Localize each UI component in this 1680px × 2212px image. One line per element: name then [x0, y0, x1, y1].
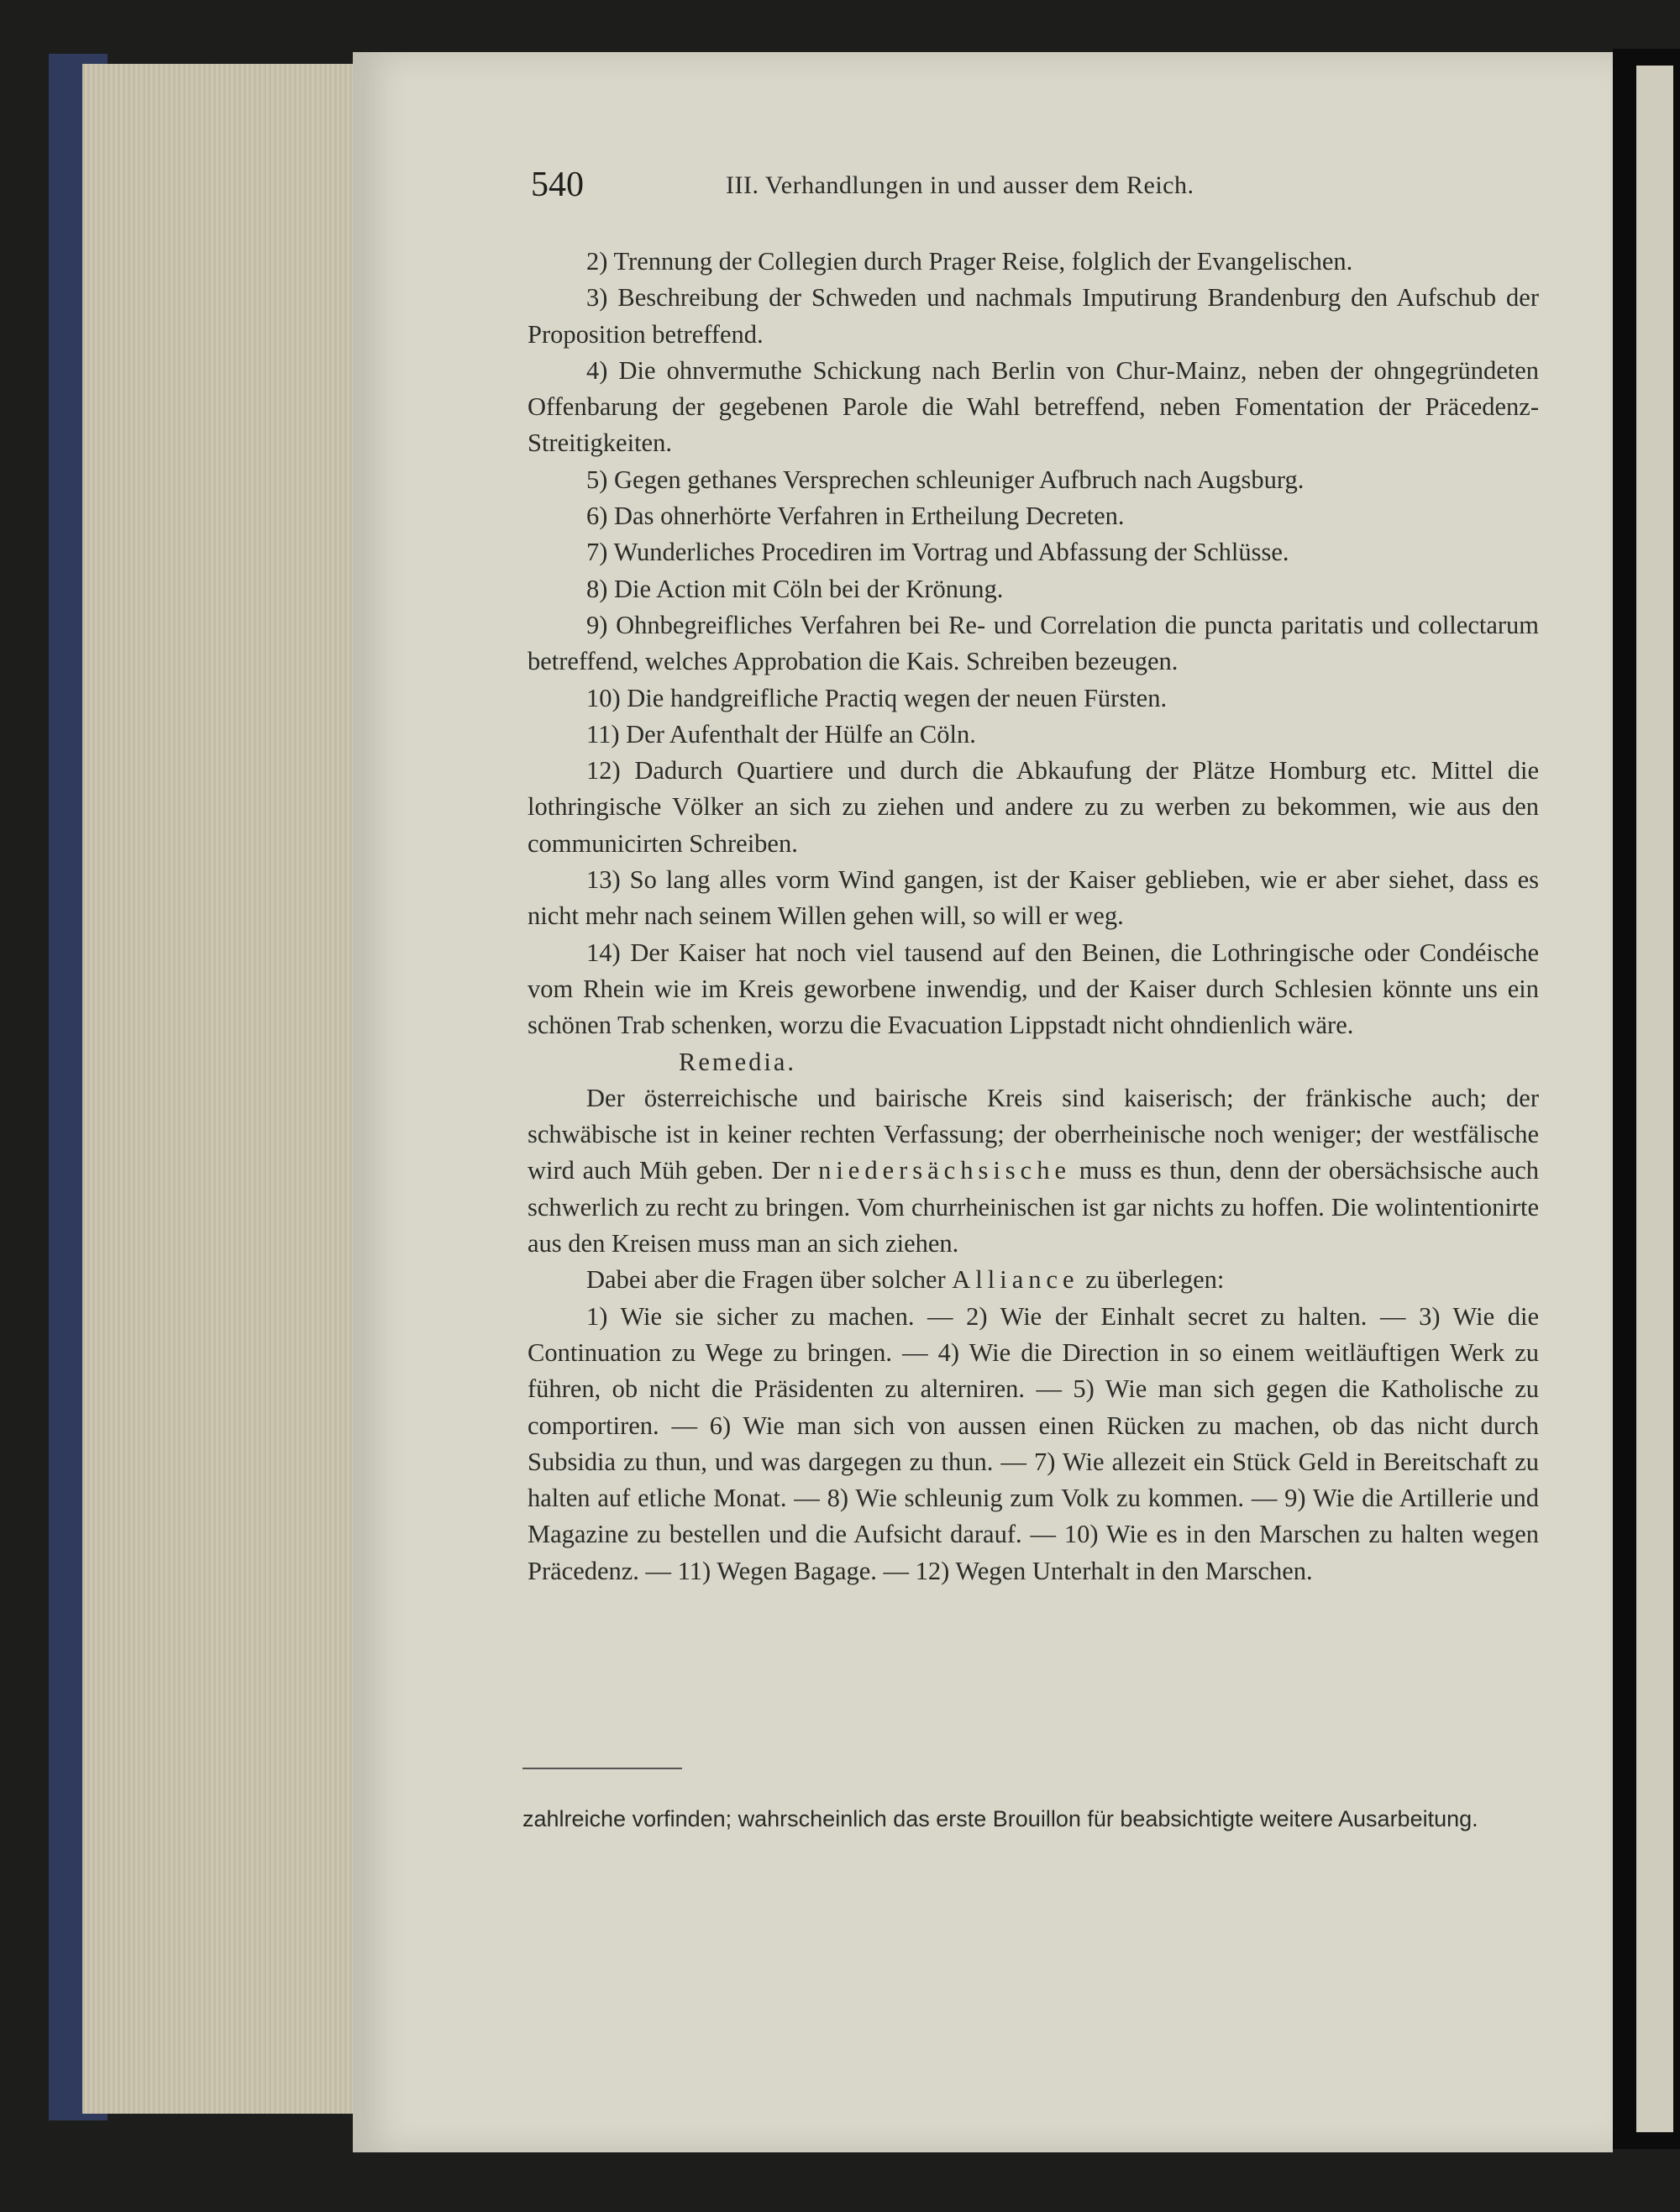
- list-item: 9) Ohnbegreifliches Verfahren bei Re- und Correlation die puncta paritatis und collectarum betreffend, welches Approbation die Kais. Schreiben bezeugen.: [528, 610, 1539, 676]
- remedia-text: Der österreichische und bairische Kreis sind kaiserisch; der fränkische auch; der schwäbische ist in keiner rechten Verfassung; der oberrheinische noch weniger; der westfälische wird auch Müh geben. Der: [528, 1083, 1539, 1185]
- list-item: 6) Das ohnerhörte Verfahren in Ertheilung Decreten.: [586, 502, 1125, 531]
- spaced-term: niedersächsische: [818, 1156, 1071, 1185]
- footnote-rule: [522, 1768, 682, 1769]
- running-title: III. Verhandlungen in und ausser dem Reich.: [726, 171, 1194, 199]
- footnote: zahlreiche vorfinden; wahrscheinlich das erste Brouillon für beabsichtigte weitere Ausarbeitung.: [522, 1806, 1478, 1831]
- list-item: 8) Die Action mit Cöln bei der Krönung.: [586, 574, 1004, 603]
- list-item: 12) Dadurch Quartiere und durch die Abkaufung der Plätze Homburg etc. Mittel die lothringische Völker an sich zu ziehen und andere zu zu werben zu bekommen, wie aus den communicirten Schreiben.: [528, 756, 1539, 858]
- list-item: 7) Wunderliches Procediren im Vortrag und Abfassung der Schlüsse.: [586, 538, 1289, 567]
- list-item: 5) Gegen gethanes Versprechen schleuniger Aufbruch nach Augsburg.: [586, 465, 1305, 494]
- list-item: 13) So lang alles vorm Wind gangen, ist der Kaiser geblieben, wie er aber siehet, dass es nicht mehr nach seinem Willen gehen will, so will er weg.: [528, 865, 1539, 931]
- page-number: 540: [531, 166, 584, 204]
- right-page-edge: [1613, 49, 1680, 2149]
- body-text: [528, 244, 1539, 1589]
- list-item: 11) Der Aufenthalt der Hülfe an Cöln.: [586, 719, 976, 749]
- remedia-paragraph: [528, 1262, 1539, 1298]
- list-item: 10) Die handgreifliche Practiq wegen der neuen Fürsten.: [586, 683, 1168, 712]
- page-stack-edge: [82, 64, 360, 2114]
- list-item: 14) Der Kaiser hat noch viel tausend auf den Beinen, die Lothringische oder Condéische vom Rhein wie im Kreis geworbene inwendig, und der Kaiser durch Schlesien könnte uns ein schönen Trab schenken, worzu die Evacuation Lippstadt nicht ohndienlich wäre.: [528, 938, 1539, 1040]
- next-page-sliver: [1636, 66, 1673, 2132]
- remedia-heading: Remedia.: [679, 1047, 797, 1076]
- spaced-term: Alliance: [952, 1265, 1079, 1295]
- remedia-paragraph: 1) Wie sie sicher zu machen. — 2) Wie der Einhalt secret zu halten. — 3) Wie die Continuation zu Wege zu bringen. — 4) Wie die Direction in so einem weitläuftigen Werk zu führen, ob nicht die Präsidenten zu alterniren. — 5) Wie man sich gegen die Katholische zu comportiren. — 6) Wie man sich von aussen einen Rücken zu machen, ob das nicht durch Subsidia zu thun, und was dargegen zu thun. — 7) Wie allezeit ein Stück Geld in Bereitschaft zu halten auf etliche Monat. — 8) Wie schleunig zum Volk zu kommen. — 9) Wie die Artillerie und Magazine zu bestellen und die Aufsicht darauf. — 10) Wie es in den Marschen zu halten wegen Präcedenz. — 11) Wegen Bagage. — 12) Wegen Unterhalt in den Marschen.: [528, 1301, 1539, 1585]
- remedia-text: muss es thun, denn der obersächsische auch schwerlich zu recht zu bringen. Vom churrheinischen ist gar nichts zu hoffen. Die wolintentionirte aus den Kreisen muss man an sich ziehen.: [528, 1156, 1539, 1258]
- list-item: 4) Die ohnvermuthe Schickung nach Berlin von Chur-Mainz, neben der ohngegründeten Offenbarung der gegebenen Parole die Wahl betreffend, neben Fomentation der Präcedenz-Streitigkeiten.: [528, 355, 1539, 458]
- remedia-paragraph: [528, 1080, 1539, 1262]
- running-head: [531, 165, 1539, 207]
- remedia-text: zu überlegen:: [1079, 1265, 1225, 1295]
- list-item: 3) Beschreibung der Schweden und nachmals Imputirung Brandenburg den Aufschub der Proposition betreffend.: [528, 283, 1539, 349]
- remedia-text: Dabei aber die Fragen über solcher: [586, 1265, 953, 1295]
- list-item: 2) Trennung der Collegien durch Prager Reise, folglich der Evangelischen.: [586, 247, 1353, 276]
